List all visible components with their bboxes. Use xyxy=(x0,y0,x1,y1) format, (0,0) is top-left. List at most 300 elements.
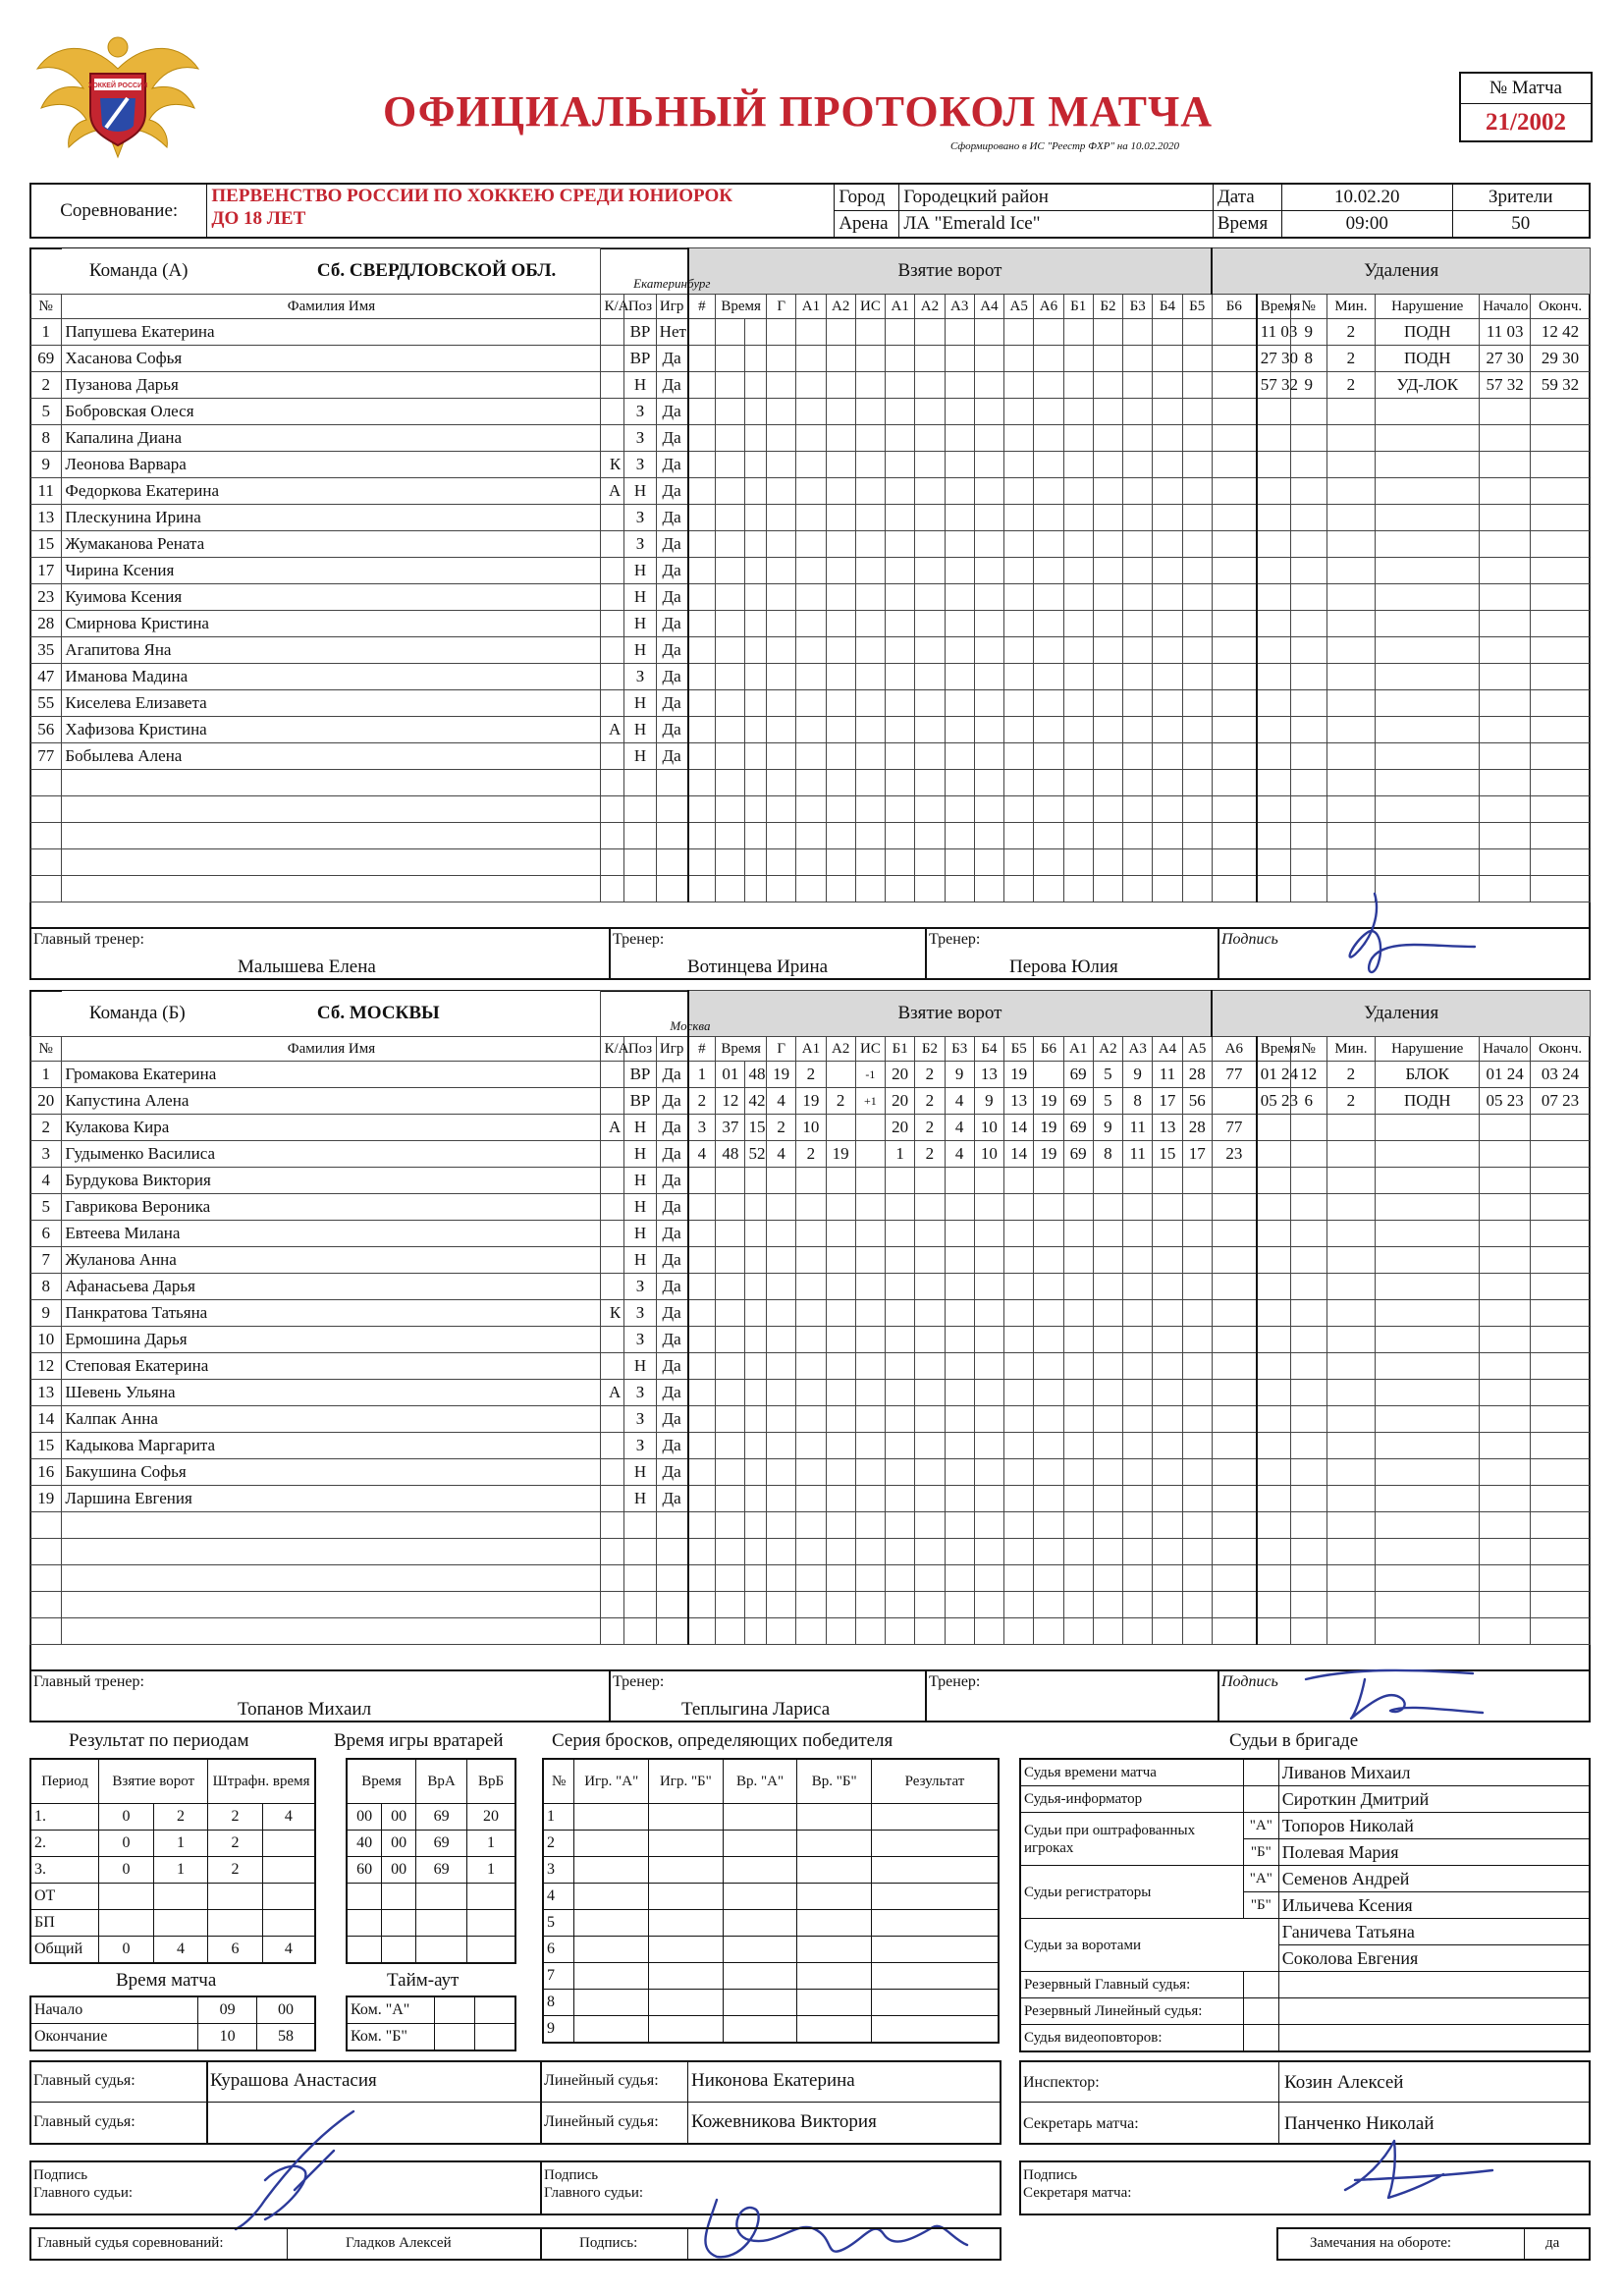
team-b-player-ka xyxy=(601,1406,624,1433)
team-b-goal-cell xyxy=(767,1327,796,1353)
referee-name xyxy=(1278,1998,1590,2025)
team-b-goal-cell xyxy=(826,1062,855,1088)
team-a-player-name: Иманова Мадина xyxy=(62,664,601,690)
team-a-penalty-cell xyxy=(1326,770,1376,796)
team-b-goal-cell xyxy=(716,1168,745,1194)
team-b-penalty-cell xyxy=(1376,1300,1480,1327)
team-b-goal-cell xyxy=(1004,1353,1034,1380)
team-b-goal-cell xyxy=(1063,1618,1093,1645)
team-b-penalty-cell xyxy=(1257,1618,1291,1645)
team-a-goal-cell xyxy=(767,372,796,399)
team-b-coach-label-2: Тренер: xyxy=(929,1673,981,1690)
team-b-goal-cell xyxy=(974,1221,1003,1247)
team-b-signature-label: Подпись xyxy=(1221,1673,1278,1690)
team-b-goal-cell xyxy=(1034,1406,1063,1433)
team-b-goal-cell xyxy=(1123,1486,1153,1512)
team-a-penalty-cell xyxy=(1376,584,1480,611)
team-b-goal-cell: 19 xyxy=(1004,1062,1034,1088)
team-a-penalty-cell xyxy=(1531,717,1591,743)
team-a-goal-cell xyxy=(1212,717,1256,743)
team-b-penalty-cell xyxy=(1326,1380,1376,1406)
team-a-goal-cell xyxy=(745,849,767,876)
team-b-goal-cell xyxy=(796,1512,826,1539)
team-a-goal-cell xyxy=(915,796,945,823)
team-b-goal-cell xyxy=(767,1592,796,1618)
team-a-goal-cell xyxy=(886,399,915,425)
team-a-goal-cell xyxy=(796,637,826,664)
team-a-coach-label-1: Тренер: xyxy=(613,931,665,948)
team-a-goal-cell xyxy=(796,664,826,690)
team-a-goal-cell xyxy=(796,346,826,372)
team-b-goal-cell xyxy=(945,1512,974,1539)
team-a-col-pos: Поз xyxy=(624,295,656,319)
team-a-goal-cell xyxy=(1153,425,1182,452)
competition-name-1: ПЕРВЕНСТВО РОССИИ ПО ХОККЕЮ СРЕДИ ЮНИОРОК xyxy=(211,186,733,206)
team-a-goal-cell xyxy=(1034,770,1063,796)
team-a-goal-cell xyxy=(688,372,716,399)
team-b-player-ka xyxy=(601,1088,624,1115)
team-a-goal-cell xyxy=(886,611,915,637)
team-b-goal-cell xyxy=(1123,1592,1153,1618)
team-a-goal-cell xyxy=(886,319,915,346)
team-b-player-row xyxy=(30,1459,1591,1486)
team-b-player-pos xyxy=(624,1618,656,1645)
city-value: Городецкий район xyxy=(899,184,1214,211)
team-b-goal-cell xyxy=(1093,1300,1122,1327)
team-b-goal-cell xyxy=(855,1406,885,1433)
team-a-penalty-cell xyxy=(1257,717,1291,743)
team-b-goal-cell xyxy=(974,1539,1003,1565)
team-b-goal-cell: 17 xyxy=(1182,1141,1212,1168)
team-a-goal-cell xyxy=(945,346,974,372)
team-b-pen-col: Нарушение xyxy=(1376,1037,1480,1062)
team-b-goal-cell xyxy=(688,1274,716,1300)
period-cell: 6 xyxy=(208,1937,263,1964)
team-a-player-number xyxy=(30,823,62,849)
team-b-goal-cell: 13 xyxy=(1153,1115,1182,1141)
team-a-pen-col: Начало xyxy=(1480,295,1531,319)
team-b-goal-cell xyxy=(915,1539,945,1565)
team-a-goal-cell xyxy=(974,849,1003,876)
team-a-goal-cell xyxy=(945,372,974,399)
team-b-goal-cell xyxy=(1212,1592,1256,1618)
team-a-goal-cell xyxy=(1034,584,1063,611)
team-a-penalty-cell xyxy=(1257,743,1291,770)
main-ref-1: Курашова Анастасия xyxy=(210,2070,377,2091)
team-b-goal-cell xyxy=(1093,1353,1122,1380)
team-b-penalty-cell xyxy=(1290,1115,1326,1141)
team-b-penalty-cell xyxy=(1290,1274,1326,1300)
team-b-goal-cell xyxy=(826,1539,855,1565)
team-b-goal-cell xyxy=(688,1433,716,1459)
team-a-penalty-cell: 2 xyxy=(1326,319,1376,346)
team-b-goal-cell xyxy=(688,1194,716,1221)
team-a-player-pos: Н xyxy=(624,584,656,611)
team-b-goal-cell: 2 xyxy=(915,1062,945,1088)
team-b-goal-cell: 9 xyxy=(974,1088,1003,1115)
team-a-goal-cell xyxy=(767,717,796,743)
team-a-goal-cell xyxy=(915,478,945,505)
team-b-goal-col: Б3 xyxy=(945,1037,974,1062)
team-a-goal-cell xyxy=(1063,823,1093,849)
match-start-label: Начало xyxy=(30,1996,198,2024)
team-b-goal-cell xyxy=(1093,1380,1122,1406)
team-a-penalty-cell xyxy=(1376,558,1480,584)
team-a-goal-col: А2 xyxy=(826,295,855,319)
team-b-goal-cell xyxy=(915,1565,945,1592)
shootout-number: 6 xyxy=(543,1937,574,1963)
referee-tag xyxy=(1243,2025,1278,2052)
team-b-goal-cell xyxy=(745,1247,767,1274)
team-a-penalty-cell xyxy=(1290,425,1326,452)
referee-role: Судьи за воротами xyxy=(1020,1919,1278,1972)
team-a-goal-cell xyxy=(716,690,745,717)
team-a-penalty-cell xyxy=(1326,637,1376,664)
team-a-goal-cell xyxy=(915,425,945,452)
team-a-goal-cell xyxy=(974,584,1003,611)
team-a-player-name xyxy=(62,876,601,902)
team-b-goal-cell xyxy=(1063,1592,1093,1618)
team-a-goal-cell xyxy=(688,319,716,346)
sig-main-label-a xyxy=(33,2166,133,2202)
team-a-penalty-cell xyxy=(1257,505,1291,531)
team-a-goal-cell xyxy=(826,664,855,690)
referee-tag: "А" xyxy=(1243,1813,1278,1839)
team-b-penalty-cell xyxy=(1326,1459,1376,1486)
team-b-penalty-cell xyxy=(1480,1512,1531,1539)
team-a-goal-cell xyxy=(716,452,745,478)
goalie-row xyxy=(347,1831,515,1857)
team-a-player-row xyxy=(30,478,1591,505)
team-b-player-pos: Н xyxy=(624,1353,656,1380)
team-a-goal-cell xyxy=(1063,372,1093,399)
team-b-goal-cell: 2 xyxy=(915,1141,945,1168)
team-a-player-name xyxy=(62,823,601,849)
team-a-goal-cell xyxy=(1212,425,1256,452)
team-b-goal-cell: -1 xyxy=(855,1062,885,1088)
team-b-goal-cell xyxy=(1034,1459,1063,1486)
team-b-player-pos: Н xyxy=(624,1141,656,1168)
team-a-goal-cell xyxy=(855,743,885,770)
team-a-goal-cell xyxy=(915,346,945,372)
team-a-goal-cell xyxy=(1034,717,1063,743)
team-a-col-name: Фамилия Имя xyxy=(62,295,601,319)
team-b-goal-cell xyxy=(1093,1539,1122,1565)
team-a-player-ka: А xyxy=(601,478,624,505)
team-a-goal-cell xyxy=(1004,796,1034,823)
team-a-goal-cell xyxy=(1153,690,1182,717)
team-b-penalty-cell xyxy=(1480,1221,1531,1247)
team-a-goal-cell xyxy=(1093,584,1122,611)
team-b-penalty-cell xyxy=(1326,1592,1376,1618)
periods-col-period: Период xyxy=(30,1759,99,1804)
team-a-penalty-cell xyxy=(1257,770,1291,796)
team-b-player-pos xyxy=(624,1565,656,1592)
team-b-goal-cell xyxy=(974,1194,1003,1221)
team-b-goal-cell xyxy=(826,1433,855,1459)
team-a-goal-cell xyxy=(745,372,767,399)
team-b-goal-cell: 48 xyxy=(745,1062,767,1088)
team-a-goal-cell xyxy=(796,849,826,876)
team-a-goal-cell xyxy=(886,664,915,690)
goalie-cell xyxy=(347,1937,382,1964)
team-b-penalty-cell xyxy=(1257,1592,1291,1618)
shootout-cell xyxy=(574,1937,649,1963)
team-a-goal-cell xyxy=(688,452,716,478)
team-b-goal-cell xyxy=(1212,1327,1256,1353)
team-b-goal-cell xyxy=(974,1300,1003,1327)
team-a-goal-cell xyxy=(688,823,716,849)
shootout-number: 3 xyxy=(543,1857,574,1884)
team-a-penalty-cell: 12 42 xyxy=(1531,319,1591,346)
shootout-cell xyxy=(649,1990,724,2016)
team-a-goal-cell xyxy=(745,743,767,770)
goalie-cell: 69 xyxy=(416,1857,467,1884)
team-b-player-row xyxy=(30,1168,1591,1194)
team-b-penalty-cell xyxy=(1480,1141,1531,1168)
team-a-goal-cell xyxy=(974,346,1003,372)
team-a-goal-cell xyxy=(1153,531,1182,558)
team-b-signature xyxy=(1296,1660,1492,1728)
team-b-penalty-cell xyxy=(1290,1194,1326,1221)
team-b-goal-cell xyxy=(796,1539,826,1565)
team-b-player-pos: Н xyxy=(624,1194,656,1221)
team-b-goal-cell xyxy=(826,1486,855,1512)
team-a-goal-cell xyxy=(1063,717,1093,743)
shootout-cell xyxy=(871,1990,999,2016)
team-a-pen-col: Оконч. xyxy=(1531,295,1591,319)
team-a-goal-cell xyxy=(826,372,855,399)
team-b-goal-cell: 48 xyxy=(716,1141,745,1168)
team-a-goal-cell xyxy=(945,584,974,611)
team-a-goal-col: Б1 xyxy=(1063,295,1093,319)
team-b-goal-cell xyxy=(974,1512,1003,1539)
team-b-player-play: Да xyxy=(656,1353,687,1380)
team-a-penalty-cell xyxy=(1531,770,1591,796)
team-b-head-coach-label: Главный тренер: xyxy=(33,1673,144,1690)
team-b-goal-cell xyxy=(826,1565,855,1592)
team-a-goal-cell xyxy=(974,637,1003,664)
team-b-goal-cell: +1 xyxy=(855,1088,885,1115)
team-b-penalty-cell xyxy=(1480,1565,1531,1592)
team-a-goal-col: А1 xyxy=(886,295,915,319)
team-a-player-name: Куимова Ксения xyxy=(62,584,601,611)
team-a-penalty-cell xyxy=(1376,637,1480,664)
goalie-cell xyxy=(467,1937,515,1964)
team-a-goal-cell xyxy=(1212,849,1256,876)
team-b-goal-cell xyxy=(915,1221,945,1247)
team-b-goal-cell xyxy=(1093,1406,1122,1433)
team-a-goal-cell xyxy=(1063,770,1093,796)
team-b-goal-cell xyxy=(826,1406,855,1433)
team-b-player-ka xyxy=(601,1512,624,1539)
team-b-goal-cell: 19 xyxy=(1034,1088,1063,1115)
team-b-player-play: Да xyxy=(656,1406,687,1433)
match-number-box xyxy=(1459,72,1593,142)
team-b-goal-cell xyxy=(1034,1247,1063,1274)
team-b-goal-cell xyxy=(1212,1433,1256,1459)
team-b-goal-cell xyxy=(1212,1618,1256,1645)
team-b-block xyxy=(29,990,1591,1645)
team-b-goal-cell: 5 xyxy=(1093,1062,1122,1088)
period-cell xyxy=(99,1884,153,1910)
team-a-penalty-cell: 2 xyxy=(1326,346,1376,372)
team-a-penalty-cell xyxy=(1480,558,1531,584)
team-a-goal-cell xyxy=(1034,452,1063,478)
team-b-goal-cell: 14 xyxy=(1004,1115,1034,1141)
team-a-goal-cell xyxy=(855,823,885,849)
team-b-goal-cell xyxy=(886,1274,915,1300)
team-a-goal-cell xyxy=(1212,611,1256,637)
team-a-goal-cell xyxy=(796,611,826,637)
team-b-goal-cell xyxy=(1034,1380,1063,1406)
team-b-player-play: Да xyxy=(656,1168,687,1194)
team-a-player-ka xyxy=(601,796,624,823)
team-b-goal-cell: 12 xyxy=(716,1088,745,1115)
team-b-goal-cell xyxy=(1123,1327,1153,1353)
team-b-goal-cell xyxy=(855,1247,885,1274)
goalie-cell: 69 xyxy=(416,1804,467,1831)
team-b-penalty-cell xyxy=(1257,1539,1291,1565)
team-b-player-ka xyxy=(601,1539,624,1565)
team-b-goal-cell xyxy=(1212,1194,1256,1221)
team-a-goal-cell xyxy=(915,319,945,346)
team-a-player-number: 35 xyxy=(30,637,62,664)
team-b-goal-cell xyxy=(855,1592,885,1618)
team-a-goal-cell xyxy=(1004,505,1034,531)
team-a-goal-cell xyxy=(767,319,796,346)
team-b-goal-cell xyxy=(716,1380,745,1406)
team-b-goal-cell xyxy=(886,1512,915,1539)
team-b-player-play: Да xyxy=(656,1327,687,1353)
team-a-goal-cell xyxy=(1004,372,1034,399)
shootout-cell xyxy=(574,1857,649,1884)
team-b-goal-cell xyxy=(688,1168,716,1194)
team-b-penalty-cell xyxy=(1376,1327,1480,1353)
team-b-penalty-cell xyxy=(1290,1539,1326,1565)
team-b-goal-cell: 13 xyxy=(1004,1088,1034,1115)
team-b-goal-cell xyxy=(796,1618,826,1645)
team-a-goal-cell xyxy=(1004,664,1034,690)
team-a-goal-cell xyxy=(767,584,796,611)
team-a-penalty-cell xyxy=(1376,505,1480,531)
team-b-goal-cell xyxy=(974,1433,1003,1459)
team-b-player-pos: Н xyxy=(624,1168,656,1194)
team-a-goal-cell xyxy=(974,425,1003,452)
team-a-goal-cell xyxy=(1034,399,1063,425)
team-a-goal-cell xyxy=(915,849,945,876)
team-a-player-pos: Н xyxy=(624,637,656,664)
team-b-penalty-cell xyxy=(1376,1618,1480,1645)
team-a-goal-cell xyxy=(915,399,945,425)
team-a-goal-cell xyxy=(1123,770,1153,796)
team-a-team-label: Команда (А) xyxy=(88,259,189,281)
team-a-goal-cell xyxy=(1093,452,1122,478)
team-b-penalty-cell xyxy=(1480,1433,1531,1459)
team-a-goal-cell xyxy=(688,664,716,690)
shootout-cell xyxy=(649,1831,724,1857)
team-a-player-number: 69 xyxy=(30,346,62,372)
team-a-goal-cell xyxy=(1093,743,1122,770)
team-b-goal-cell: 23 xyxy=(1212,1141,1256,1168)
team-a-goal-cell xyxy=(1182,717,1212,743)
remarks-value: да xyxy=(1545,2235,1560,2251)
team-b-goal-cell xyxy=(945,1247,974,1274)
sig-sec-label-2: Секретаря матча: xyxy=(1023,2185,1132,2201)
team-b-goal-cell xyxy=(1063,1353,1093,1380)
team-a-goal-cell xyxy=(796,425,826,452)
team-a-player-name: Хасанова Софья xyxy=(62,346,601,372)
team-a-penalty-cell xyxy=(1531,690,1591,717)
team-b-player-name: Афанасьева Дарья xyxy=(62,1274,601,1300)
team-b-goal-cell xyxy=(1034,1221,1063,1247)
team-b-goal-cell xyxy=(716,1221,745,1247)
team-a-penalty-cell xyxy=(1480,637,1531,664)
team-a-goal-cell xyxy=(945,531,974,558)
team-b-player-row xyxy=(30,1539,1591,1565)
team-a-goal-cell xyxy=(855,425,885,452)
team-a-goal-cell xyxy=(1123,399,1153,425)
team-b-coach-label-1: Тренер: xyxy=(613,1673,665,1690)
team-a-goal-cell xyxy=(1153,452,1182,478)
team-b-penalty-cell xyxy=(1290,1353,1326,1380)
team-a-goal-cell xyxy=(767,452,796,478)
team-b-goal-cell xyxy=(1212,1274,1256,1300)
team-a-goal-cell xyxy=(1004,399,1034,425)
team-b-player-ka xyxy=(601,1194,624,1221)
team-b-player-ka xyxy=(601,1327,624,1353)
team-b-goals-title: Взятие ворот xyxy=(688,991,1213,1037)
team-b-goal-cell: 8 xyxy=(1123,1088,1153,1115)
team-a-penalty-cell xyxy=(1257,478,1291,505)
team-b-goal-cell: 19 xyxy=(826,1141,855,1168)
shootout-row xyxy=(543,2016,999,2044)
team-b-penalty-cell xyxy=(1531,1168,1591,1194)
team-b-player-ka xyxy=(601,1221,624,1247)
team-b-penalty-cell xyxy=(1257,1247,1291,1274)
team-a-penalty-cell: 2 xyxy=(1326,372,1376,399)
team-b-goal-cell xyxy=(767,1194,796,1221)
team-b-goal-cell xyxy=(796,1194,826,1221)
team-a-pen-col: Время xyxy=(1257,295,1291,319)
team-b-penalty-cell xyxy=(1531,1565,1591,1592)
team-b-goal-cell xyxy=(855,1221,885,1247)
team-a-player-play: Да xyxy=(656,637,687,664)
team-b-goal-cell xyxy=(915,1300,945,1327)
team-a-goal-cell xyxy=(767,399,796,425)
team-a-penalty-cell xyxy=(1326,399,1376,425)
shootout-cell xyxy=(723,2016,797,2044)
period-cell: 2 xyxy=(208,1804,263,1831)
team-b-penalty-cell: 01 24 xyxy=(1480,1062,1531,1088)
team-a-goal-cell xyxy=(974,558,1003,584)
team-a-goal-cell xyxy=(688,690,716,717)
shootout-cell xyxy=(871,1804,999,1831)
competition-name-2: ДО 18 ЛЕТ xyxy=(211,208,306,229)
team-a-goal-cell xyxy=(688,478,716,505)
team-b-goal-cell: 4 xyxy=(945,1115,974,1141)
team-a-penalty-cell xyxy=(1480,399,1531,425)
team-b-penalty-cell xyxy=(1326,1221,1376,1247)
shootout-cell xyxy=(871,1884,999,1910)
team-a-goal-cell xyxy=(1153,558,1182,584)
team-b-goal-cell xyxy=(688,1565,716,1592)
team-a-goal-cell xyxy=(826,399,855,425)
goalie-cell: 00 xyxy=(382,1857,416,1884)
team-a-goal-col: А1 xyxy=(796,295,826,319)
team-b-player-name xyxy=(62,1512,601,1539)
team-a-goal-cell xyxy=(886,770,915,796)
